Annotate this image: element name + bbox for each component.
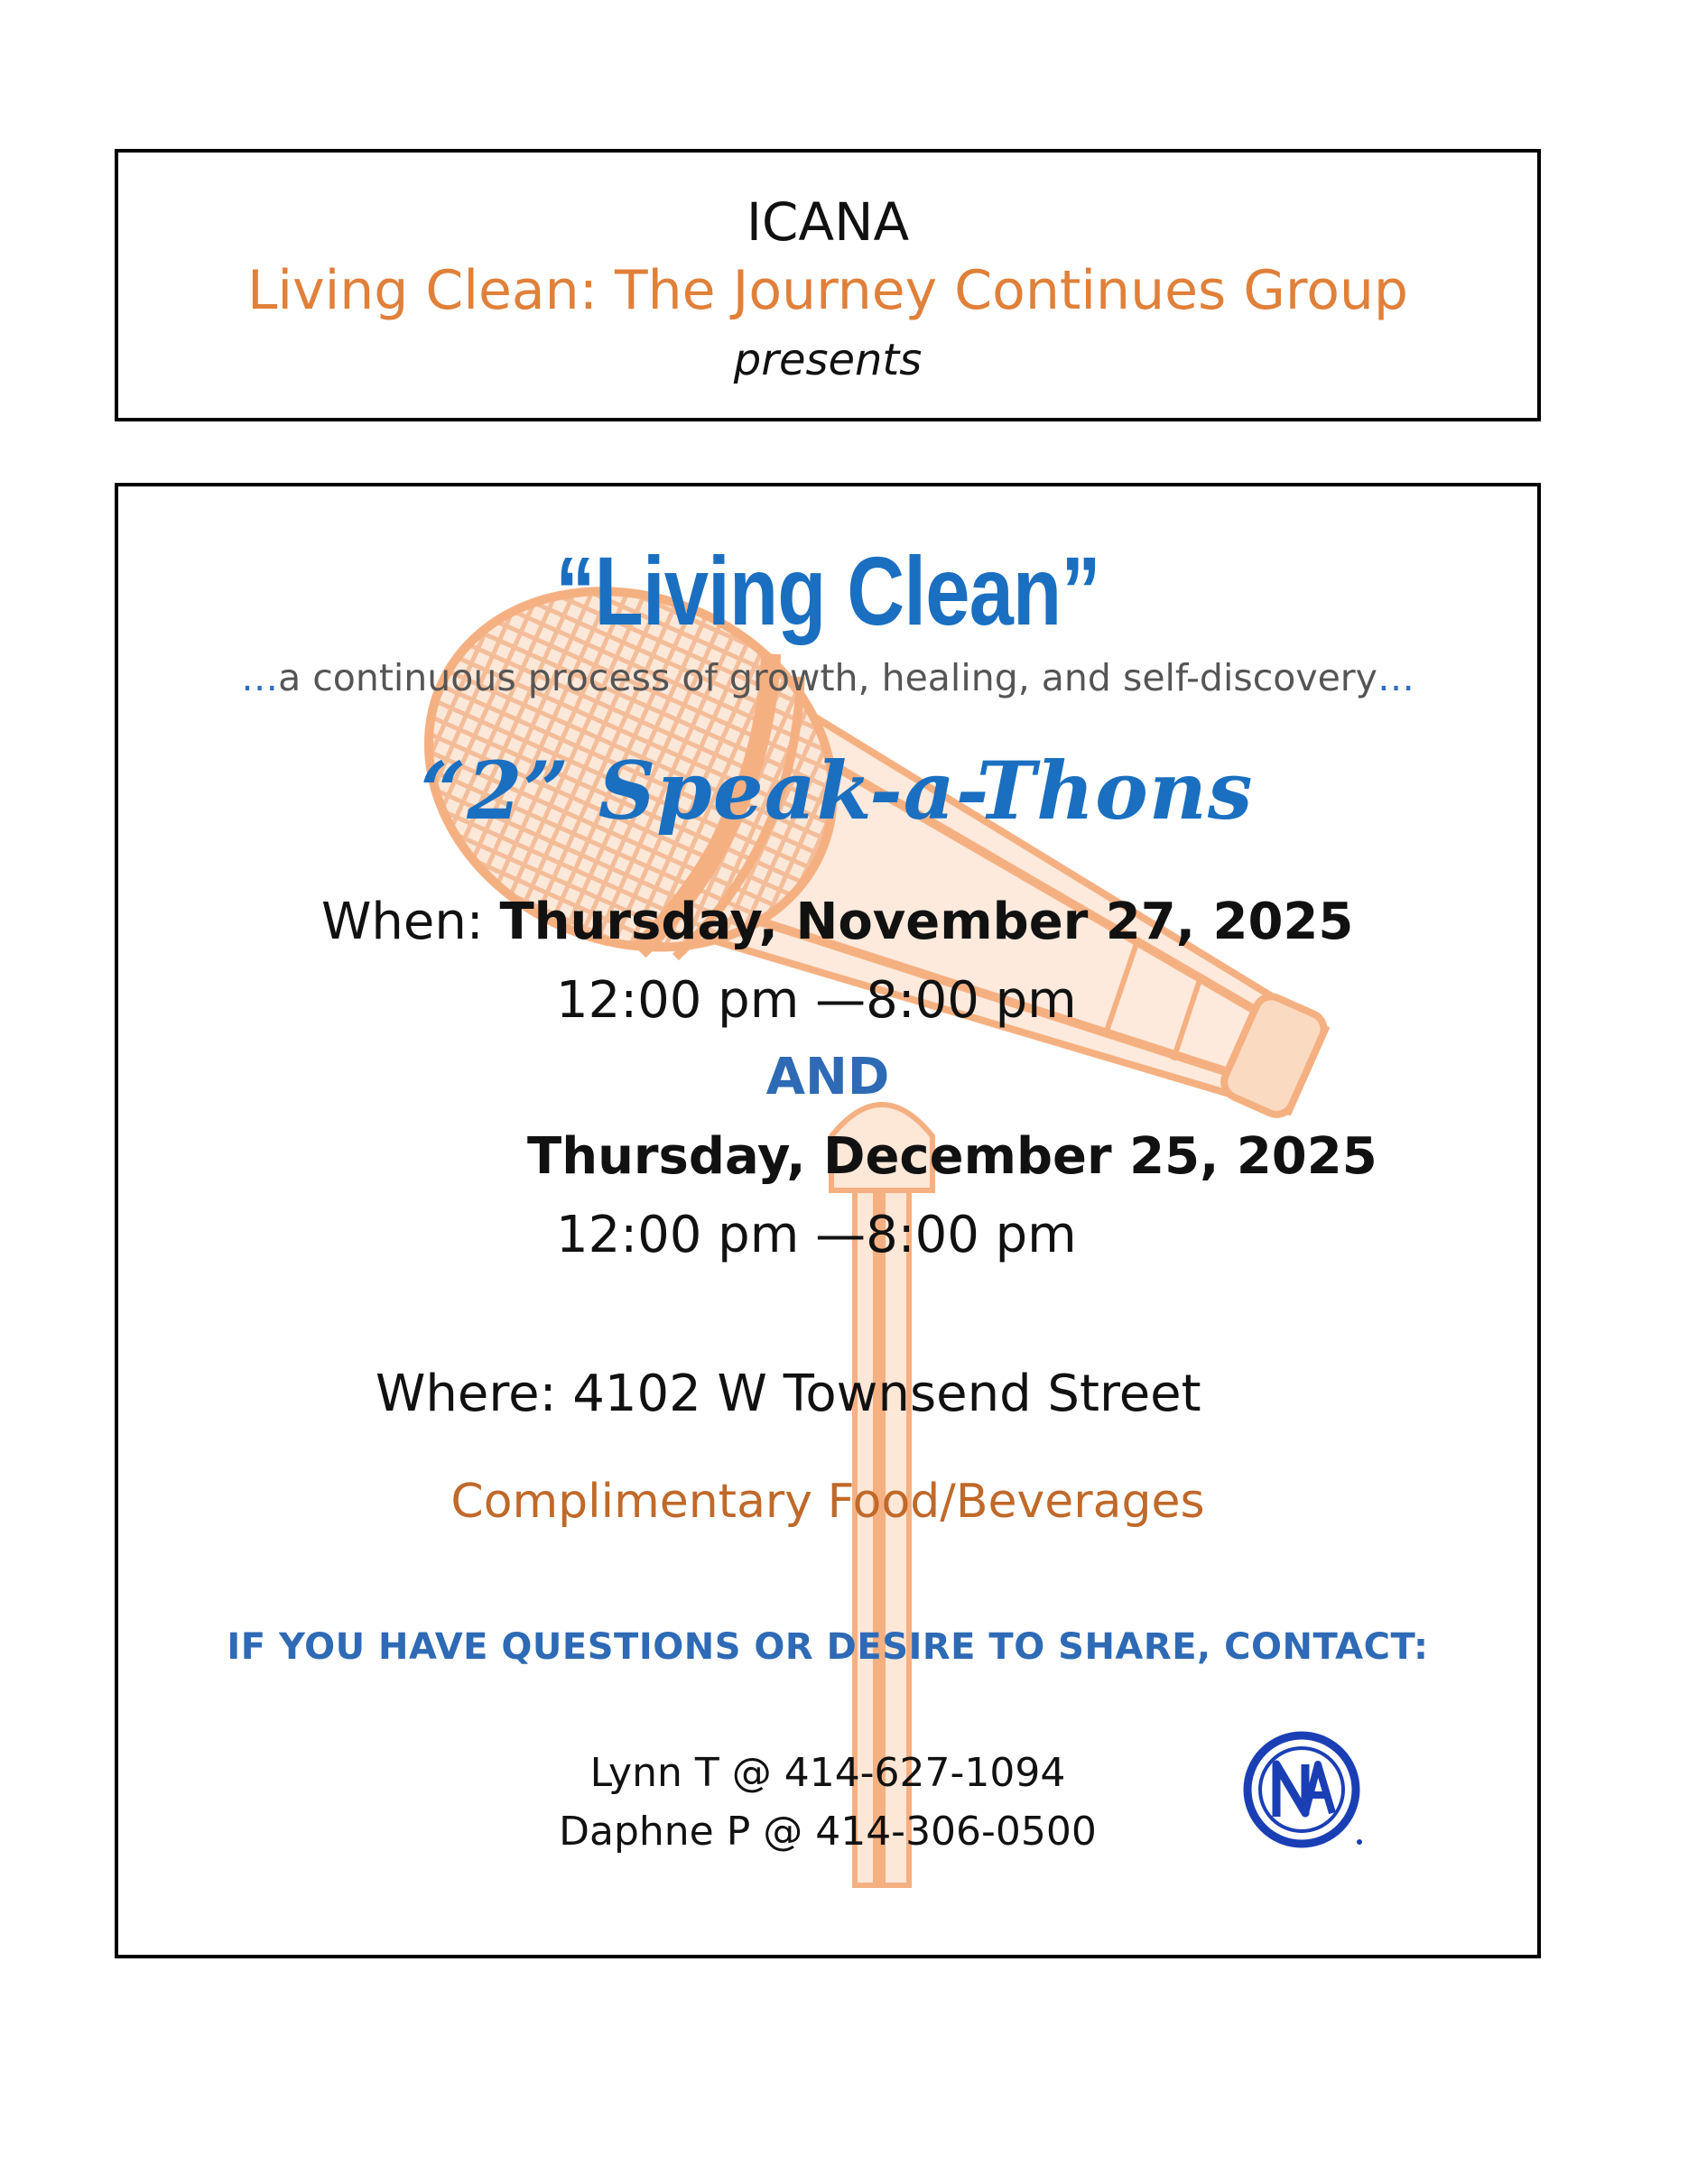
event-subtitle: “2” Speak-a-Thons xyxy=(420,744,1254,838)
date-2: Thursday, December 25, 2025 xyxy=(527,1127,1377,1186)
food-note: Complimentary Food/Beverages xyxy=(450,1475,1205,1529)
when-line xyxy=(321,893,1353,951)
event-tagline xyxy=(118,656,1537,699)
header-box xyxy=(115,149,1541,421)
contact-heading: IF YOU HAVE QUESTIONS OR DESIRE TO SHARE, CONTACT: xyxy=(227,1626,1429,1668)
time-2: 12:00 pm —8:00 pm xyxy=(556,1206,1077,1264)
tagline-text: a continuous process of growth, healing, and self-discovery xyxy=(278,656,1377,699)
tagline-ellipsis-open: … xyxy=(241,656,279,699)
where-line: Where: 4102 W Townsend Street xyxy=(376,1365,1201,1423)
time-1: 12:00 pm —8:00 pm xyxy=(556,971,1077,1030)
tagline-ellipsis-close: … xyxy=(1377,656,1414,699)
group-name: Living Clean: The Journey Continues Group xyxy=(246,259,1409,322)
event-box xyxy=(115,483,1541,1958)
contact-line-1: Lynn T @ 414-627-1094 xyxy=(589,1750,1066,1796)
na-logo-icon xyxy=(1242,1730,1368,1856)
event-title: “Living Clean” xyxy=(555,536,1100,645)
presents-text: presents xyxy=(733,335,923,385)
and-label: AND xyxy=(765,1048,890,1106)
date-1: Thursday, November 27, 2025 xyxy=(499,893,1354,951)
when-label: When: xyxy=(321,893,500,951)
org-name: ICANA xyxy=(746,191,910,253)
contact-line-2: Daphne P @ 414-306-0500 xyxy=(559,1809,1097,1855)
